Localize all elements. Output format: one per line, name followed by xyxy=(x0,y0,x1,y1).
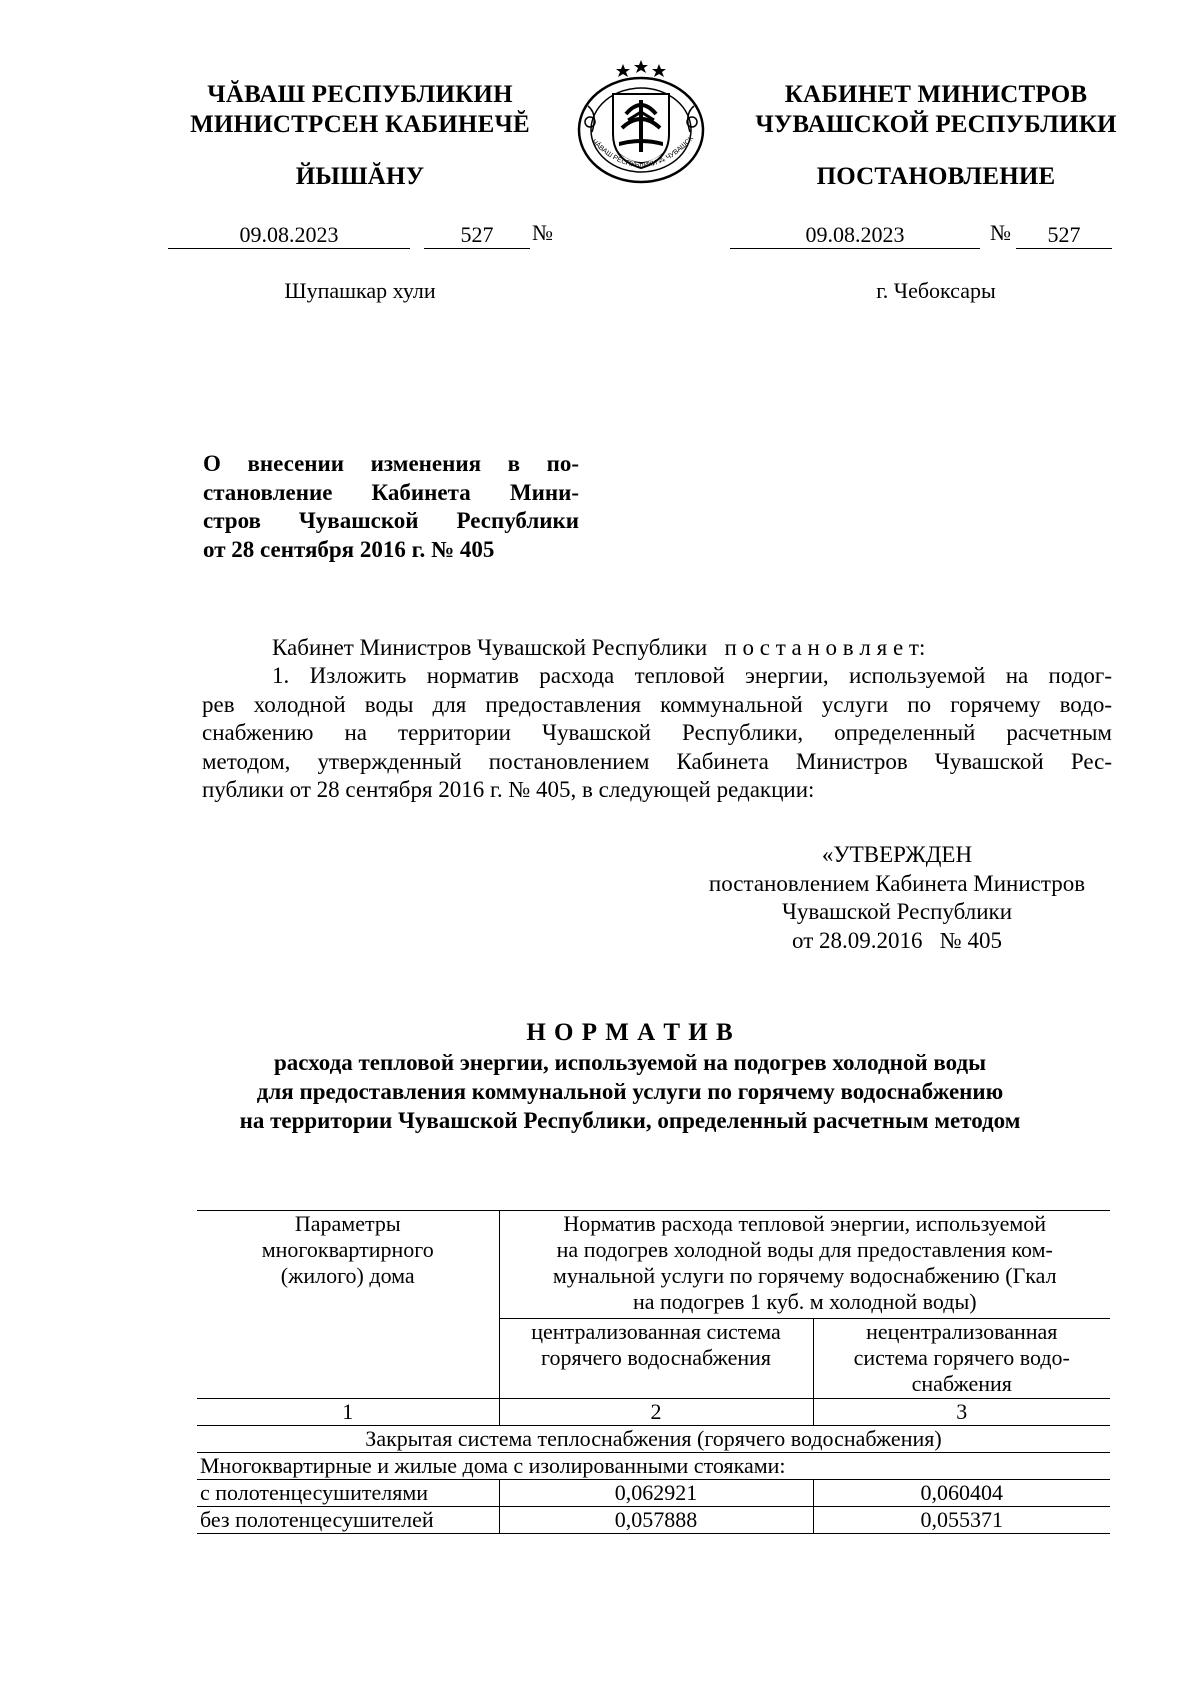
row-central: 0,062921 xyxy=(499,1480,813,1507)
document-subject xyxy=(203,450,579,564)
table-row xyxy=(197,1480,1110,1507)
row-noncentral: 0,060404 xyxy=(813,1480,1110,1507)
group-header-line-4: на подогрев 1 куб. м холодной воды) xyxy=(632,1289,977,1314)
sub1-header xyxy=(499,1319,813,1399)
group-header-line-1: Норматив расхода тепловой энергии, используемой xyxy=(563,1211,1047,1236)
norm-title xyxy=(150,1018,1110,1135)
col1-header-line-3: (жилого) дома xyxy=(280,1263,415,1288)
header-right-line1: КАБИНЕТ МИНИСТРОВ xyxy=(784,81,1088,108)
coat-of-arms-emblem xyxy=(568,56,714,186)
table-row xyxy=(197,1507,1110,1534)
subject-line-2: становление Кабинета Мини- xyxy=(203,479,579,505)
approved-block xyxy=(672,841,1122,955)
header-left-city: Шупашкар хули xyxy=(284,278,436,303)
svg-text:ЧĂВАШ РЕСПУБЛИКИ ⁂ ЧУВАШСКАЯ Р: ЧĂВАШ РЕСПУБЛИКИ ⁂ ЧУВАШСК xyxy=(590,135,696,170)
col-number-2: 2 xyxy=(499,1399,813,1426)
header-right-number-sign: № xyxy=(990,220,1011,245)
group-header xyxy=(499,1211,1110,1319)
header-right-doc-type: ПОСТАНОВЛЕНИЕ xyxy=(816,163,1056,190)
emblem-icon xyxy=(568,56,714,186)
sub2-header-line-1: нецентрализованная xyxy=(866,1319,1058,1344)
header-right-title xyxy=(716,80,1156,140)
header-right-number: 527 xyxy=(1016,222,1112,249)
p1-line-5: публики от 28 сентября 2016 г. № 405, в следующей редакции: xyxy=(202,777,815,802)
header-left-line2: МИНИСТРСЕН КАБИНЕЧĔ xyxy=(190,111,530,138)
table-subsection-row xyxy=(197,1453,1110,1480)
header-left-title xyxy=(150,80,570,140)
approved-line-2: постановлением Кабинета Министров xyxy=(708,870,1086,896)
col-number-1: 1 xyxy=(197,1399,499,1426)
intro-suffix: п о с т а н о в л я е т: xyxy=(724,635,926,660)
p1-line-1: 1. Изложить норматив расхода тепловой энергии, используемой на подог- xyxy=(272,663,1112,688)
sub2-header-line-2: система горячего водо- xyxy=(853,1345,1070,1370)
row-param: с полотенцесушителями xyxy=(197,1480,499,1507)
body-intro xyxy=(272,634,1112,663)
header-left-date: 09.08.2023 xyxy=(168,222,410,249)
table-col-numbers-row xyxy=(197,1399,1110,1426)
norm-title-line-2: для предоставления коммунальной услуги по горячему водоснабжению xyxy=(256,1079,1004,1104)
row-param: без полотенцесушителей xyxy=(197,1507,499,1534)
table-section-row xyxy=(197,1426,1110,1453)
approved-line-4: от 28.09.2016 № 405 xyxy=(792,927,1002,953)
approved-line-1: «УТВЕРЖДЕН xyxy=(821,842,973,867)
header-right-date: 09.08.2023 xyxy=(730,222,980,249)
group-header-line-2: на подогрев холодной воды для предоставления ком- xyxy=(556,1237,1053,1262)
sub1-header-line-2: горячего водоснабжения xyxy=(540,1345,772,1370)
sub1-header-line-1: централизованная система xyxy=(531,1319,781,1344)
norm-title-line-1: расхода тепловой энергии, используемой на подогрев холодной воды xyxy=(273,1050,987,1075)
row-noncentral: 0,055371 xyxy=(813,1507,1110,1534)
p1-line-4: методом, утвержденный постановлением Кабинета Министров Чувашской Рес- xyxy=(202,748,1112,774)
subsection-heading: Многоквартирные и жилые дома с изолированными стояками: xyxy=(197,1453,1110,1480)
subject-line-4: от 28 сентября 2016 г. № 405 xyxy=(203,536,495,562)
table-header-row xyxy=(197,1211,1110,1319)
col1-header xyxy=(197,1211,499,1399)
norm-heading: Н О Р М А Т И В xyxy=(526,1019,734,1046)
col1-header-line-2: многоквартирного xyxy=(261,1237,434,1262)
sub2-header xyxy=(813,1319,1110,1399)
p1-line-3: снабжению на территории Чувашской Республики, определенный расчетным xyxy=(202,720,1112,745)
intro-prefix: Кабинет Министров Чувашской Республики xyxy=(272,635,708,660)
header-right-city: г. Чебоксары xyxy=(876,278,996,303)
subject-line-3: стров Чувашской Республики xyxy=(203,508,579,533)
subject-line-1: О внесении изменения в по- xyxy=(203,451,579,476)
header-left-number: 527 xyxy=(424,222,530,249)
sub2-header-line-3: снабжения xyxy=(911,1371,1012,1396)
col-number-3: 3 xyxy=(813,1399,1110,1426)
header-right-line2: ЧУВАШСКОЙ РЕСПУБЛИКИ xyxy=(755,111,1117,138)
header-left-line1: ЧĂВАШ РЕСПУБЛИКИН xyxy=(207,81,513,108)
header-left-doc-type: ЙЫШĂНУ xyxy=(295,163,425,190)
norm-title-line-3: на территории Чувашской Республики, определенный расчетным методом xyxy=(239,1108,1021,1133)
col1-header-line-1: Параметры xyxy=(294,1211,401,1236)
header-left-number-sign: № xyxy=(532,220,553,245)
approved-line-3: Чувашской Республики xyxy=(781,899,1013,924)
section-heading: Закрытая система теплоснабжения (горячего водоснабжения) xyxy=(197,1426,1110,1453)
p1-line-2: рев холодной воды для предоставления коммунальной услуги по горячему водо- xyxy=(202,691,1112,717)
row-central: 0,057888 xyxy=(499,1507,813,1534)
norm-table xyxy=(197,1210,1110,1534)
group-header-line-3: мунальной услуги по горячему водоснабжению (Гкал xyxy=(552,1263,1057,1288)
body-paragraph-1 xyxy=(202,662,1112,805)
